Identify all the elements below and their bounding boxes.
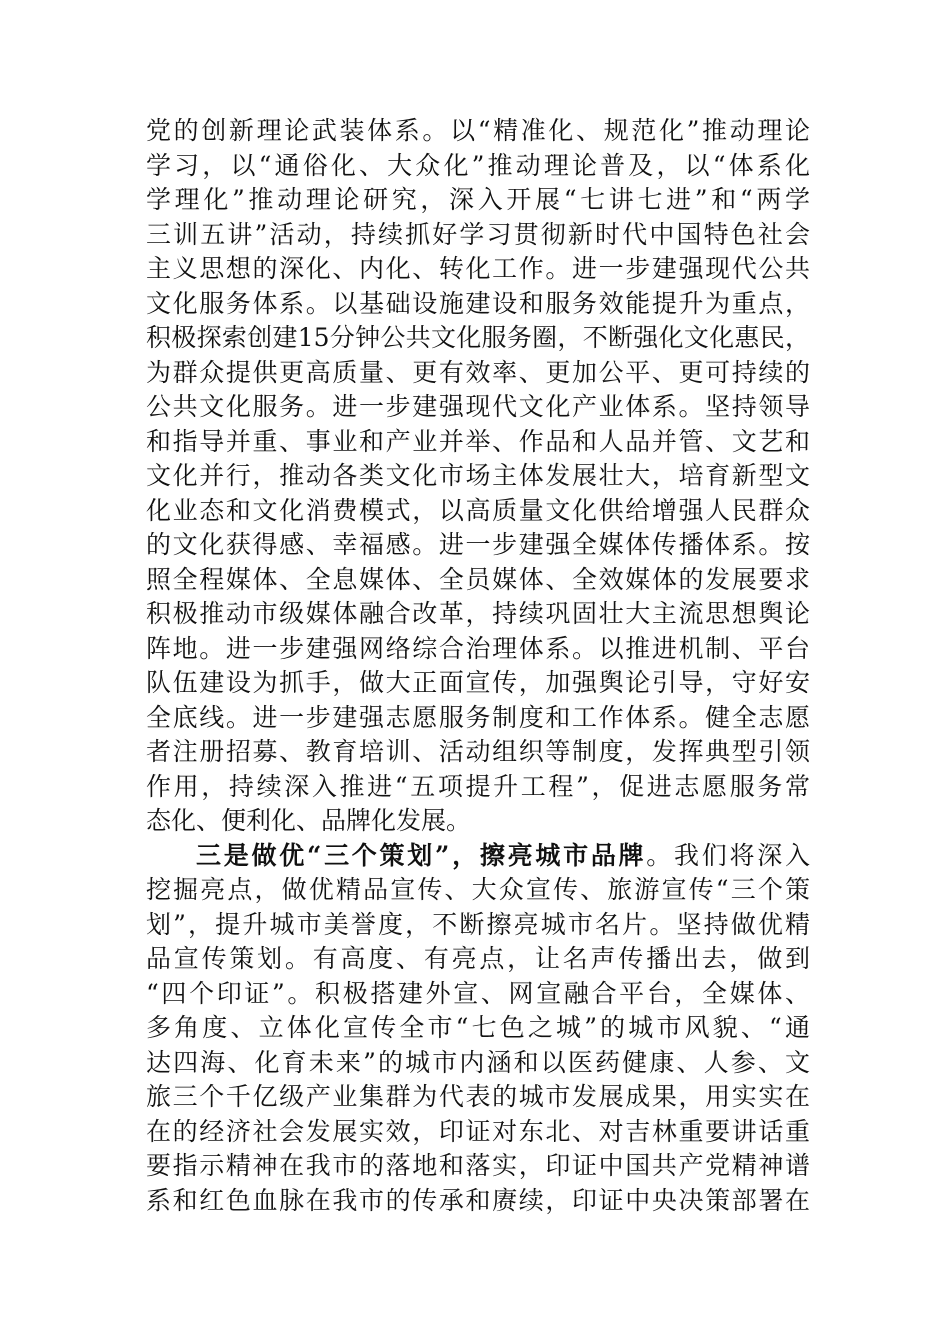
paragraph-line: 为群众提供更高质量、更有效率、更加公平、更可持续的 [146,357,810,387]
paragraph-line: “四个印证”。积极搭建外宣、网宣融合平台，全媒体、 [146,978,810,1008]
paragraph-line: 文化并行，推动各类文化市场主体发展壮大，培育新型文 [146,461,810,490]
paragraph-line: 态化、便利化、品牌化发展。 [146,806,472,835]
paragraph-line: 三训五讲”活动，持续抓好学习贯彻新时代中国特色社会 [146,219,810,249]
paragraph-line: 在的经济社会发展实效，印证对东北、对吉林重要讲话重 [146,1116,810,1146]
paragraph-line: 和指导并重、事业和产业并举、作品和人品并管、文艺和 [146,426,810,456]
paragraph-line: 化业态和文化消费模式，以高质量文化供给增强人民群众 [146,495,810,525]
paragraph-line: 旅三个千亿级产业集群为代表的城市发展成果，用实实在 [146,1082,810,1111]
paragraph-line: 公共文化服务。进一步建强现代文化产业体系。坚持领导 [146,392,810,421]
section-heading: 三是做优“三个策划”，擦亮城市品牌 [196,840,647,870]
paragraph-line: 的文化获得感、幸福感。进一步建强全媒体传播体系。按 [146,530,810,559]
paragraph-line: 积极探索创建15分钟公共文化服务圈，不断强化文化惠民， [146,323,810,352]
paragraph-line: 全底线。进一步建强志愿服务制度和工作体系。健全志愿 [146,702,810,732]
paragraph-line: 学理化”推动理论研究，深入开展“七讲七进”和“两学 [146,185,810,214]
paragraph-line: 作用，持续深入推进“五项提升工程”，促进志愿服务常 [146,771,810,801]
paragraph-line: 划”，提升城市美誉度，不断擦亮城市名片。坚持做优精 [146,909,810,939]
paragraph-line: 党的创新理论武装体系。以“精准化、规范化”推动理论 [146,116,810,145]
paragraph-line: 者注册招募、教育培训、活动组织等制度，发挥典型引领 [146,737,810,766]
document-body [146,114,810,1218]
paragraph-line: 多角度、立体化宣传全市“七色之城”的城市风貌、“通 [146,1013,810,1042]
paragraph-line: 文化服务体系。以基础设施建设和服务效能提升为重点， [146,288,810,318]
paragraph-line: 照全程媒体、全息媒体、全员媒体、全效媒体的发展要求 [146,564,810,594]
heading-continuation: 。我们将深入 [646,840,810,870]
paragraph-line: 达四海、化育未来”的城市内涵和以医药健康、人参、文 [146,1047,810,1077]
paragraph-line: 挖掘亮点，做优精品宣传、大众宣传、旅游宣传“三个策 [146,875,810,904]
paragraph-line: 品宣传策划。有高度、有亮点，让名声传播出去，做到 [146,944,810,973]
paragraph-line: 积极推动市级媒体融合改革，持续巩固壮大主流思想舆论 [146,599,810,628]
paragraph-line: 要指示精神在我市的落地和落实，印证中国共产党精神谱 [146,1151,810,1180]
paragraph-line: 系和红色血脉在我市的传承和赓续，印证中央决策部署在 [146,1185,810,1215]
paragraph-line: 队伍建设为抓手，做大正面宣传，加强舆论引导，守好安 [146,668,810,697]
paragraph-line: 主义思想的深化、内化、转化工作。进一步建强现代公共 [146,254,810,283]
paragraph-2 [146,839,810,1219]
paragraph-first-line [146,839,810,874]
paragraph-1 [146,114,810,839]
paragraph-line: 学习，以“通俗化、大众化”推动理论普及，以“体系化 [146,150,810,180]
paragraph-line: 阵地。进一步建强网络综合治理体系。以推进机制、平台 [146,633,810,663]
